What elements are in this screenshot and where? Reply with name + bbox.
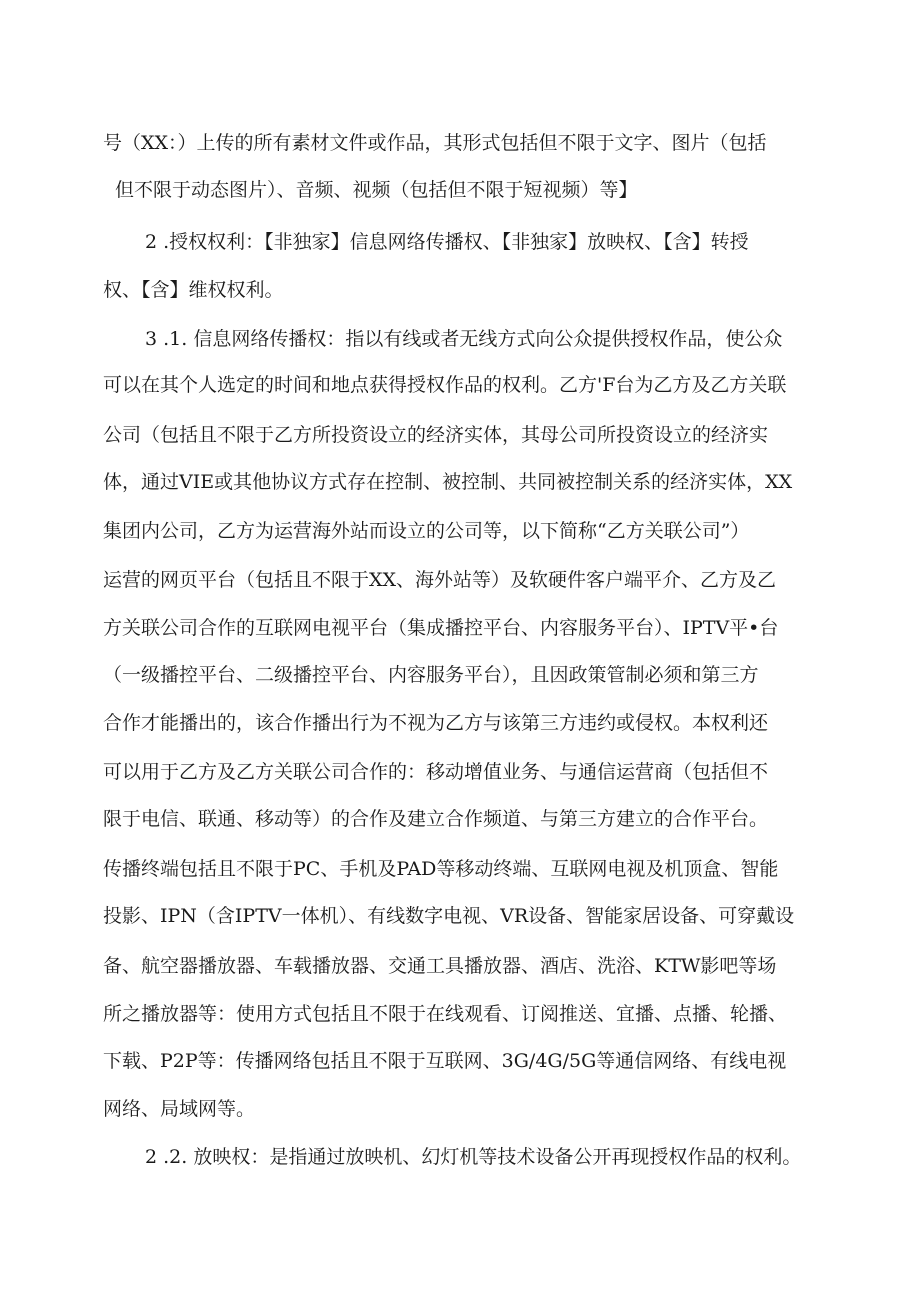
text-line: 号（XX：）上传的所有素材文件或作品，其形式包括但不限于文字、图片（包括 <box>103 132 767 154</box>
text-line: 限于电信、联通、移动等）的合作及建立合作频道、与第三方建立的合作平台。 <box>103 808 769 830</box>
text-line: 运营的网页平台（包括且不限于XX、海外站等）及软硬件客户端平介、乙方及乙 <box>103 569 777 591</box>
text-line: 方关联公司合作的互联网电视平台（集成播控平台、内容服务平台）、IPTV平•台 <box>103 617 779 639</box>
text-line: 3 .1. 信息网络传播权：指以有线或者无线方式向公众提供授权作品，使公众 <box>145 328 783 350</box>
text-line: 下载、P2P等：传播网络包括且不限于互联网、3G/4G/5G等通信网络、有线电视 <box>103 1050 787 1072</box>
text-line: 2 .2. 放映权：是指通过放映机、幻灯机等技术设备公开再现授权作品的权利。 <box>145 1146 802 1168</box>
text-line: 但不限于动态图片）、音频、视频（包括但不限于短视频）等】 <box>115 179 638 201</box>
text-line: 2 .授权权利：【非独家】信息网络传播权、【非独家】放映权、【含】转授 <box>145 231 749 253</box>
text-line: 传播终端包括且不限于PC、手机及PAD等移动终端、互联网电视及机顶盒、智能 <box>103 858 779 880</box>
text-line: 网络、局域网等。 <box>103 1098 256 1120</box>
text-line: 可以用于乙方及乙方关联公司合作的：移动增值业务、与通信运营商（包括但不 <box>103 761 769 783</box>
text-line: 体，通过VIE或其他协议方式存在控制、被控制、共同被控制关系的经济实体，XX <box>103 471 793 493</box>
text-line: 投影、IPN（含IPTV一体机）、有线数字电视、VR设备、智能家居设备、可穿戴设 <box>103 905 795 927</box>
text-line: 所之播放器等：使用方式包括且不限于在线观看、订阅推送、宜播、点播、轮播、 <box>103 1003 788 1025</box>
text-line: （一级播控平台、二级播控平台、内容服务平台），且因政策管制必须和第三方 <box>103 664 759 686</box>
text-line: 合作才能播出的，该合作播出行为不视为乙方与该第三方违约或侵权。本权利还 <box>103 712 769 734</box>
text-line: 备、航空器播放器、车载播放器、交通工具播放器、酒店、洗浴、KTW影吧等场 <box>103 955 777 977</box>
text-line: 权、【含】维权权利。 <box>103 279 284 301</box>
text-line: 可以在其个人选定的时间和地点获得授权作品的权利。乙方'F台为乙方及乙方关联 <box>103 374 787 396</box>
text-line: 公司（包括且不限于乙方所投资设立的经济实体，其母公司所投资设立的经济实 <box>103 424 769 446</box>
text-line: 集团内公司，乙方为运营海外站而设立的公司等，以下简称“乙方关联公司”） <box>103 520 750 542</box>
